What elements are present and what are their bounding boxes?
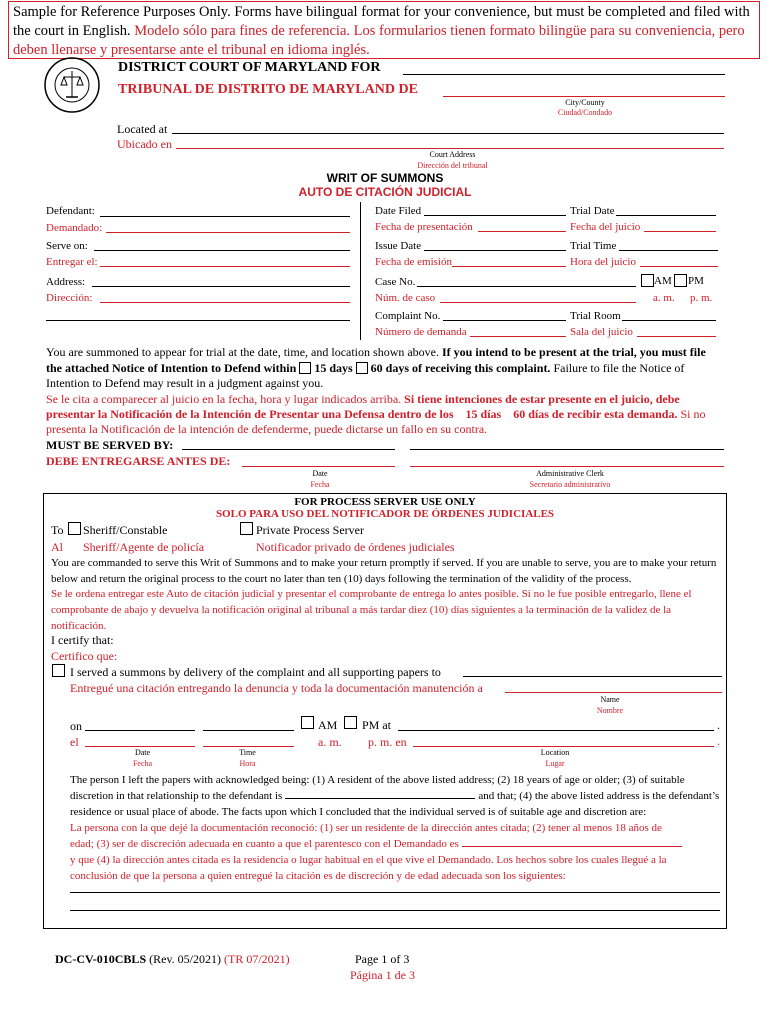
- issue-date-field[interactable]: [424, 250, 566, 251]
- service-time-caption-es: Hora: [239, 759, 256, 768]
- court-county-field[interactable]: [403, 74, 725, 75]
- address-line-2-field[interactable]: [46, 320, 350, 321]
- defendant-label-es: Demandado:: [46, 222, 103, 234]
- clerk-signature-underline-es: [410, 466, 724, 467]
- notice-english: Sample for Reference Purposes Only. Forms have bilingual format for your convenience, but must be completed and filed with the court in English.: [13, 4, 750, 39]
- trial-date-underline-es: [644, 231, 716, 232]
- trial-room-label-es: Sala del juicio: [570, 326, 633, 338]
- citycounty-label-es: Ciudad/Condado: [557, 108, 613, 117]
- trial-pm-checkbox[interactable]: [674, 274, 687, 287]
- summons-text-es-2: Si tiene intenciones de estar presente en el juicio, debe presentar la Notificación de la Intención de Presentar una Defensa dentro de los: [46, 392, 680, 421]
- relationship-field[interactable]: [285, 788, 475, 799]
- sheriff-label-es: Sheriff/Agente de policía: [83, 540, 205, 554]
- service-am-checkbox[interactable]: [301, 716, 314, 729]
- trial-time-field[interactable]: [619, 250, 718, 251]
- clerk-caption: Administrative Clerk: [536, 469, 604, 478]
- trial-am-label: AM: [654, 275, 672, 287]
- case-no-underline-es: [440, 302, 636, 303]
- service-date-underline-es: [85, 746, 195, 747]
- trial-pm-label: PM: [688, 275, 704, 287]
- notice-spanish: Modelo sólo para fines de referencia. Los formularios tienen formato bilingüe para su conveniencia, pero deben llenarse y presentarse ante el tribunal en idioma inglés.: [13, 23, 745, 58]
- person-text-es-3: y que (4) la dirección antes citada es la residencia o lugar habitual en el que vive el Demandado. Los hechos sobre los cuales llegué a la: [70, 854, 667, 866]
- court-address-caption-es: Dirección del tribunal: [417, 161, 488, 170]
- court-title-en: DISTRICT COURT OF MARYLAND FOR: [118, 60, 381, 75]
- case-no-field[interactable]: [417, 286, 636, 287]
- command-text-en: You are commanded to serve this Writ of Summons and to make your return promptly if served. If you are unable to serve, you are to make your return below and return the original process to the court no later than ten (10) days following the termination of the validity of the process.: [51, 557, 717, 585]
- summons-paragraph-es: [46, 392, 724, 437]
- complaint-no-underline-es: [470, 336, 566, 337]
- must-be-served-field[interactable]: [182, 449, 395, 450]
- issue-date-label-es: Fecha de emisión: [375, 256, 452, 268]
- must-be-served-label: MUST BE SERVED BY:: [46, 438, 174, 452]
- certify-label-es: Certifico que:: [51, 649, 118, 663]
- trial-time-label: Trial Time: [570, 240, 617, 252]
- relationship-underline-es: [462, 836, 682, 847]
- person-text-4: residence or usual place of abode. The facts upon which I concluded that the individual served is of suitable age and discretion are:: [70, 806, 647, 818]
- date-caption: Date: [312, 469, 328, 478]
- trial-date-label-es: Fecha del juicio: [570, 221, 641, 233]
- days60-checkbox[interactable]: [356, 362, 368, 374]
- form-number: DC-CV-010CBLS: [55, 952, 147, 966]
- trial-room-underline-es: [637, 336, 716, 337]
- person-text-es-2: edad; (3) ser de discreción adecuada en cuanto a que el parentesco con el Demandado es: [70, 838, 459, 850]
- dias15-label: 15 días: [465, 407, 502, 421]
- sheriff-label: Sheriff/Constable: [83, 523, 168, 537]
- case-no-label-es: Núm. de caso: [375, 292, 436, 304]
- service-date-caption: Date: [134, 748, 151, 757]
- person-paragraph-es: [70, 820, 720, 884]
- form-revision: (Rev. 05/2021): [149, 952, 222, 966]
- service-pm-checkbox[interactable]: [344, 716, 357, 729]
- person-text-2: discretion in that relationship to the defendant is: [70, 790, 283, 802]
- fields-divider: [360, 202, 361, 340]
- citycounty-label: City/County: [565, 98, 605, 107]
- summons-paragraph-en: [46, 345, 724, 391]
- complaint-no-label-es: Número de demanda: [375, 326, 467, 338]
- person-line-2: [70, 788, 720, 804]
- summons-text-es-1: Se le cita a comparecer al juicio en la fecha, hora y lugar indicados arriba.: [46, 392, 402, 406]
- summons-text-3: Failure to file the Notice of Intention to Defend may result in a judgment against you.: [46, 361, 685, 390]
- facts-line-2-field[interactable]: [70, 910, 720, 911]
- service-time-field[interactable]: [203, 730, 294, 731]
- days15-label: 15 days: [314, 361, 353, 375]
- command-text-es: Se le ordena entregar este Auto de citación judicial y presentar el comprobante de entrega lo antes posible. Si no le fue posible entregarlo, llene el comprobante de abajo y devuelva la notificación original al tribunal a más tardar diez (10) días siguientes a la terminación de la validez de la notificación.: [51, 588, 692, 632]
- date-filed-field[interactable]: [424, 215, 566, 216]
- served-statement-es: Entregué una citación entregando la denuncia y toda la documentación manutención a: [70, 681, 483, 695]
- private-server-checkbox[interactable]: [240, 522, 253, 535]
- address-field[interactable]: [92, 286, 350, 287]
- process-title: FOR PROCESS SERVER USE ONLY: [294, 496, 476, 508]
- defendant-underline-es: [106, 232, 350, 233]
- service-am-label-es: a. m.: [318, 735, 342, 749]
- trial-time-label-es: Hora del juicio: [570, 256, 636, 268]
- name-caption-es: Nombre: [596, 706, 624, 715]
- located-at-label-es: Ubicado en: [117, 137, 172, 151]
- served-name-underline-es: [505, 692, 722, 693]
- serve-on-field[interactable]: [94, 250, 350, 251]
- process-title-es: SOLO PARA USO DEL NOTIFICADOR DE ÓRDENES JUDICIALES: [215, 508, 555, 520]
- page-number: Page 1 of 3: [355, 952, 410, 966]
- served-checkbox[interactable]: [52, 664, 65, 677]
- issue-date-underline-es: [452, 266, 566, 267]
- facts-line-1-field[interactable]: [70, 892, 720, 893]
- trial-time-underline-es: [640, 266, 718, 267]
- court-address-underline-es: [176, 148, 724, 149]
- form-id: [55, 952, 290, 967]
- writ-title: WRIT OF SUMMONS: [326, 171, 444, 185]
- service-time-underline-es: [203, 746, 294, 747]
- person-text-1: The person I left the papers with acknowledged being: (1) A resident of the above listed address; (2) 18 years of age or older; (3) of suitable: [70, 774, 685, 786]
- date-filed-label-es: Fecha de presentación: [375, 221, 473, 233]
- service-location-field[interactable]: [398, 730, 714, 731]
- trial-date-field[interactable]: [616, 215, 716, 216]
- must-be-served-label-es: DEBE ENTREGARSE ANTES DE:: [46, 454, 231, 468]
- service-time-caption: Time: [239, 748, 256, 757]
- court-title-es: TRIBUNAL DE DISTRITO DE MARYLAND DE: [118, 82, 418, 97]
- private-server-label-es: Notificador privado de órdenes judiciales: [256, 540, 455, 554]
- period-mark-es: .: [717, 734, 720, 748]
- private-server-label: Private Process Server: [256, 523, 364, 537]
- located-at-label: Located at: [117, 122, 168, 136]
- serve-on-label: Serve on:: [46, 240, 88, 252]
- address-label-es: Dirección:: [46, 292, 93, 304]
- served-name-field[interactable]: [463, 676, 722, 677]
- must-be-served-underline-es: [242, 466, 395, 467]
- trial-am-checkbox[interactable]: [641, 274, 654, 287]
- person-text-3: and that; (4) the above listed address is the defendant’s: [478, 790, 720, 802]
- service-date-field[interactable]: [85, 730, 195, 731]
- trial-room-label: Trial Room: [570, 310, 621, 322]
- on-label-es: el: [70, 735, 79, 749]
- serve-on-label-es: Entregar el:: [46, 256, 98, 268]
- certify-label: I certify that:: [51, 633, 114, 647]
- summons-text-2: If you intend to be present at the trial, you must file the attached Notice of Intention to Defend within: [46, 345, 706, 375]
- dias60-label: 60 días de recibir esta demanda.: [513, 407, 678, 421]
- defendant-label: Defendant:: [46, 205, 95, 217]
- serve-on-underline-es: [100, 266, 350, 267]
- court-address-field[interactable]: [172, 133, 724, 134]
- person-line-es-2: [70, 836, 720, 852]
- days15-checkbox[interactable]: [299, 362, 311, 374]
- court-county-underline-es: [443, 96, 725, 97]
- service-location-underline-es: [413, 746, 714, 747]
- sheriff-checkbox[interactable]: [68, 522, 81, 535]
- date-filed-underline-es: [478, 231, 566, 232]
- service-pm-label-es: p. m. en: [368, 735, 407, 749]
- summons-text-1: You are summoned to appear for trial at the date, time, and location shown above.: [46, 345, 440, 359]
- served-statement: I served a summons by delivery of the complaint and all supporting papers to: [70, 665, 441, 679]
- person-text-es-4: conclusión de que la persona a quien entregué la citación es de discreción y de edad adecuada son los siguientes:: [70, 870, 566, 882]
- page-number-es: Página 1 de 3: [350, 968, 415, 982]
- address-underline-es: [100, 302, 350, 303]
- on-label: on: [70, 719, 82, 733]
- issue-date-label: Issue Date: [375, 240, 422, 252]
- period-mark: .: [717, 718, 720, 732]
- trial-date-label: Trial Date: [570, 205, 615, 217]
- service-am-label: AM: [318, 718, 338, 732]
- service-location-caption: Location: [540, 748, 570, 757]
- trial-pm-label-es: p. m.: [690, 292, 713, 304]
- complaint-no-field[interactable]: [443, 320, 566, 321]
- clerk-caption-es: Secretario administrativo: [529, 480, 611, 489]
- court-address-caption: Court Address: [429, 150, 476, 159]
- trial-am-label-es: a. m.: [653, 292, 675, 304]
- complaint-no-label: Complaint No.: [375, 310, 441, 322]
- to-label-es: Al: [51, 540, 63, 554]
- reference-notice: [8, 1, 760, 59]
- days60-label: 60 days of receiving this complaint.: [370, 361, 551, 375]
- service-pm-label: PM at: [362, 718, 392, 732]
- name-caption: Name: [600, 695, 620, 704]
- to-label: To: [51, 523, 64, 537]
- date-filed-label: Date Filed: [375, 205, 422, 217]
- service-location-caption-es: Lugar: [545, 759, 565, 768]
- form-translation-revision: (TR 07/2021): [224, 952, 290, 966]
- summons-text-es-3: Si no presenta la Notificación de la intención de defenderme, puede dictarse un fallo en su contra.: [46, 407, 706, 436]
- maryland-seal-icon: [42, 57, 102, 117]
- case-no-label: Case No.: [375, 276, 416, 288]
- clerk-signature-field[interactable]: [410, 449, 724, 450]
- writ-title-es: AUTO DE CITACIÓN JUDICIAL: [298, 185, 472, 199]
- defendant-field[interactable]: [100, 216, 350, 217]
- person-paragraph-en: [70, 772, 720, 820]
- person-text-es-1: La persona con la que dejé la documentación reconoció: (1) ser un residente de la dirección antes citada; (2) tener al menos 18 años de: [70, 822, 662, 834]
- service-date-caption-es: Fecha: [132, 759, 153, 768]
- trial-room-field[interactable]: [622, 320, 716, 321]
- address-label: Address:: [46, 276, 86, 288]
- date-caption-es: Fecha: [310, 480, 330, 489]
